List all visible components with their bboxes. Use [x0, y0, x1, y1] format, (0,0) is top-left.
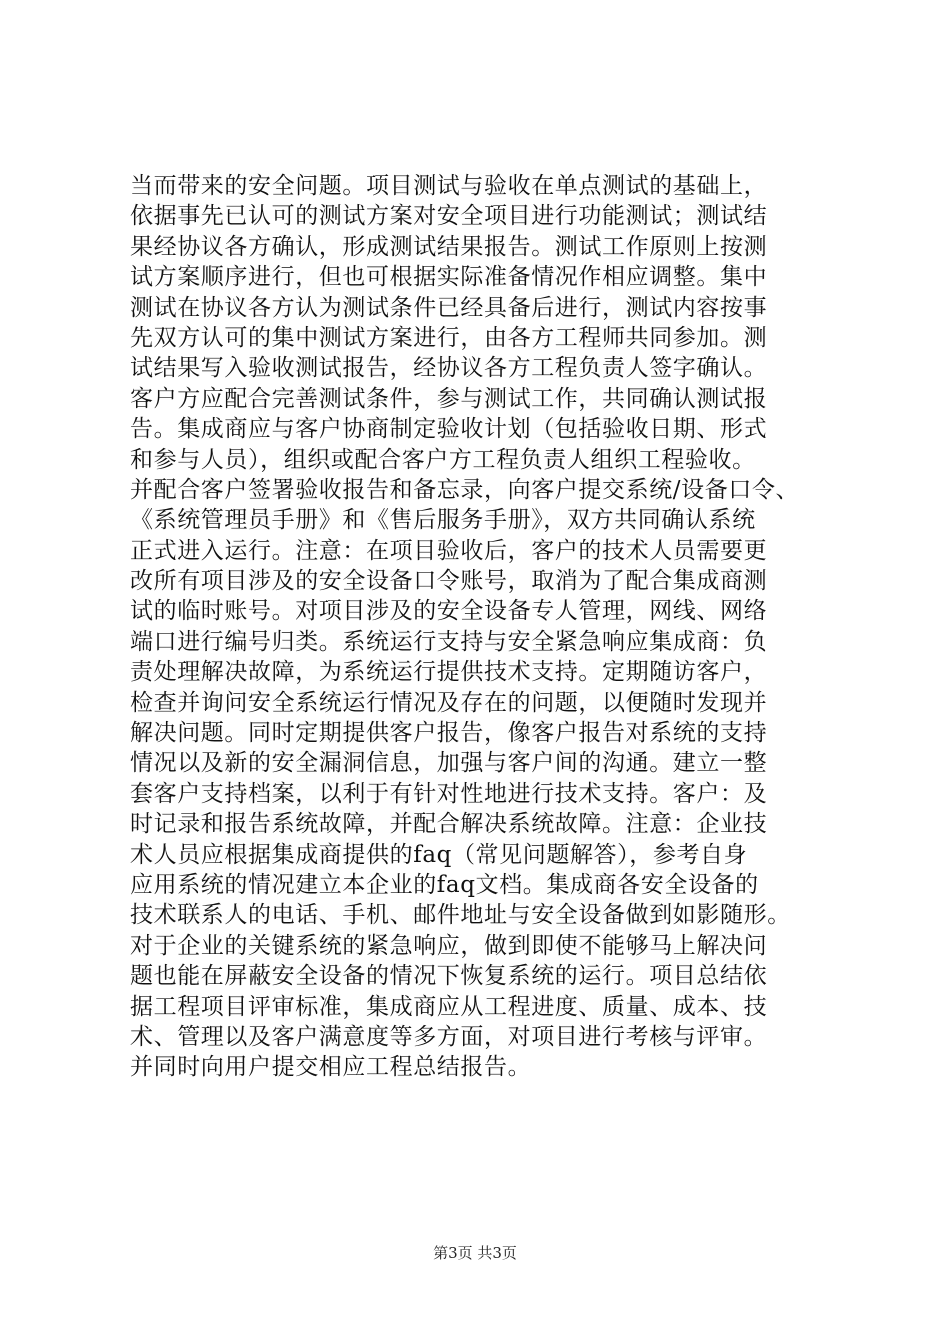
text-line: 《系统管理员手册》和《售后服务手册》，双方共同确认系统 — [130, 507, 756, 534]
text-line: 依据事先已认可的测试方案对安全项目进行功能测试；测试结 — [130, 203, 768, 230]
text-line: 和参与人员），组织或配合客户方工程负责人组织工程验收。 — [130, 446, 756, 473]
text-line: 对于企业的关键系统的紧急响应，做到即使不能够马上解决问 — [130, 932, 768, 959]
text-line: 先双方认可的集中测试方案进行，由各方工程师共同参加。测 — [130, 324, 768, 351]
text-line: 客户方应配合完善测试条件，参与测试工作，共同确认测试报 — [130, 385, 768, 412]
body-text — [130, 171, 850, 1083]
text-line: 检查并询问安全系统运行情况及存在的问题，以便随时发现并 — [130, 689, 768, 716]
text-line: 术、管理以及客户满意度等多方面，对项目进行考核与评审。 — [130, 1023, 768, 1050]
text-line: 正式进入运行。注意：在项目验收后，客户的技术人员需要更 — [130, 537, 768, 564]
text-line: 据工程项目评审标准，集成商应从工程进度、质量、成本、技 — [130, 993, 768, 1020]
text-line: 责处理解决故障，为系统运行提供技术支持。定期随访客户， — [130, 659, 768, 686]
text-line: 应用系统的情况建立本企业的faq文档。集成商各安全设备的 — [130, 871, 759, 898]
text-line: 并配合客户签署验收报告和备忘录，向客户提交系统/设备口令、 — [130, 476, 800, 503]
text-line: 解决问题。同时定期提供客户报告，像客户报告对系统的支持 — [130, 720, 768, 747]
text-line: 情况以及新的安全漏洞信息，加强与客户间的沟通。建立一整 — [130, 750, 768, 777]
text-line: 果经协议各方确认，形成测试结果报告。测试工作原则上按测 — [130, 233, 768, 260]
text-line: 试方案顺序进行，但也可根据实际准备情况作相应调整。集中 — [130, 264, 768, 291]
text-line: 测试在协议各方认为测试条件已经具备后进行，测试内容按事 — [130, 294, 768, 321]
text-line: 时记录和报告系统故障，并配合解决系统故障。注意：企业技 — [130, 811, 768, 838]
text-line: 题也能在屏蔽安全设备的情况下恢复系统的运行。项目总结依 — [130, 963, 768, 990]
text-line: 试结果写入验收测试报告，经协议各方工程负责人签字确认。 — [130, 355, 768, 382]
text-line: 当而带来的安全问题。项目测试与验收在单点测试的基础上， — [130, 173, 768, 199]
text-line: 改所有项目涉及的安全设备口令账号，取消为了配合集成商测 — [130, 568, 768, 595]
page-number-label: 第3页 共3页 — [433, 1244, 517, 1262]
text-line: 技术联系人的电话、手机、邮件地址与安全设备做到如影随形。 — [130, 902, 791, 929]
text-line: 术人员应根据集成商提供的faq（常见问题解答），参考自身 — [130, 841, 748, 868]
text-line: 套客户支持档案，以利于有针对性地进行技术支持。客户：及 — [130, 780, 768, 807]
text-line: 并同时向用户提交相应工程总结报告。 — [130, 1054, 532, 1081]
page-footer — [0, 1243, 950, 1263]
text-line: 端口进行编号归类。系统运行支持与安全紧急响应集成商：负 — [130, 628, 768, 655]
text-line: 试的临时账号。对项目涉及的安全设备专人管理，网线、网络 — [130, 598, 768, 625]
text-line: 告。集成商应与客户协商制定验收计划（包括验收日期、形式 — [130, 416, 768, 443]
